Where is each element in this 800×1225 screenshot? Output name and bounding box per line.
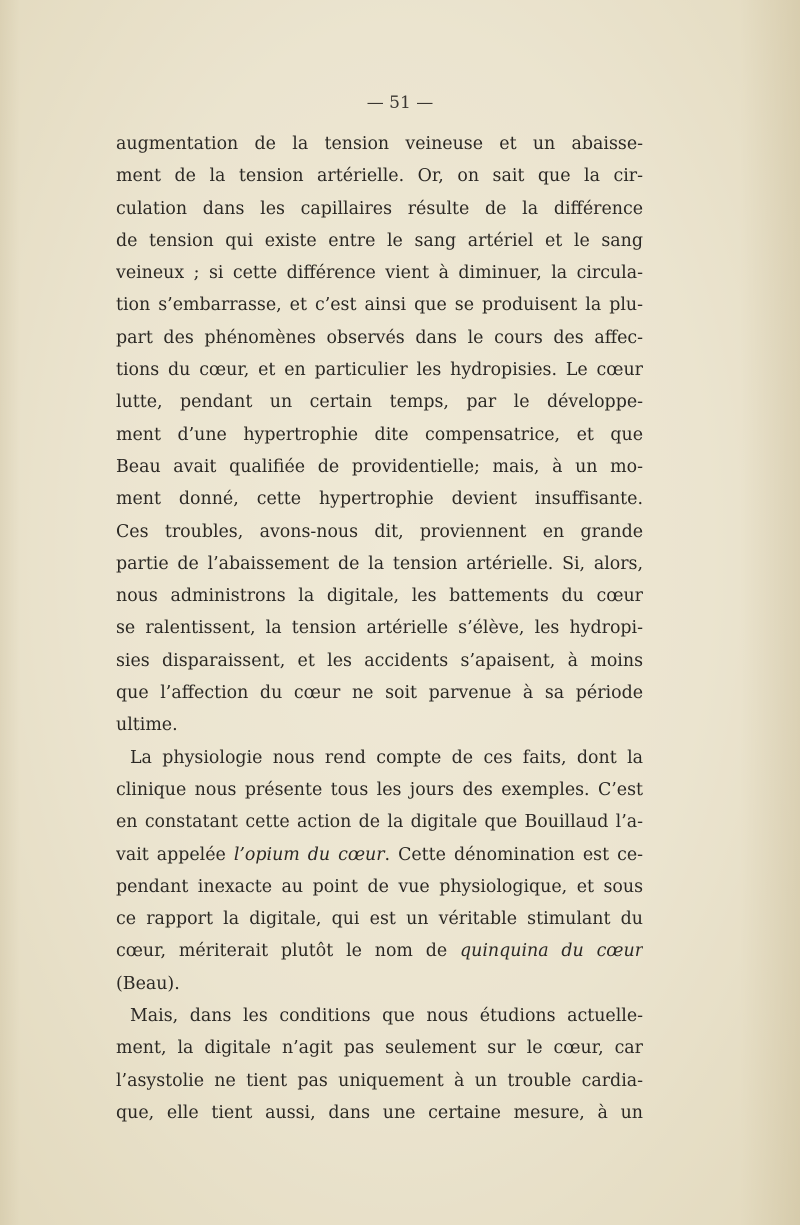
text-line-content: ce rapport la digitale, qui est un véritable stimulant du xyxy=(116,909,643,930)
text-line-content: La physiologie nous rend compte de ces faits, dont la xyxy=(130,747,643,768)
text-line xyxy=(116,128,643,160)
text-line xyxy=(116,386,643,418)
italic-phrase: quinquina du cœur xyxy=(460,941,643,962)
text-line-content: lutte, pendant un certain temps, par le développe- xyxy=(116,392,643,413)
text-line-content: (Beau). xyxy=(116,973,180,994)
text-line-content: tion s’embarrasse, et c’est ainsi que se produisent la plu- xyxy=(116,295,643,316)
text-line xyxy=(116,1097,643,1129)
page-number: — 51 — xyxy=(366,93,434,113)
text-line xyxy=(116,839,643,871)
text-line xyxy=(116,935,643,967)
text-line xyxy=(116,580,643,612)
text-line-content: l’asystolie ne tient pas uniquement à un trouble cardia- xyxy=(116,1070,643,1091)
page-edge-shadow-left xyxy=(0,0,20,1225)
text-line-content: vait appelée xyxy=(116,844,226,865)
text-line-content: clinique nous présente tous les jours des exemples. C’est xyxy=(116,779,643,800)
text-line-content: de tension qui existe entre le sang artériel et le sang xyxy=(116,230,643,251)
text-line-content: nous administrons la digitale, les battements du cœur xyxy=(116,586,643,607)
text-line-content: en constatant cette action de la digitale que Bouillaud l’a- xyxy=(116,812,643,833)
text-line-content: que, elle tient aussi, dans une certaine mesure, à un xyxy=(116,1102,643,1123)
text-line xyxy=(116,419,643,451)
text-line-content: ment donné, cette hypertrophie devient insuffisante. xyxy=(116,489,643,510)
text-line xyxy=(116,871,643,903)
text-line xyxy=(116,193,643,225)
text-line xyxy=(116,806,643,838)
text-line xyxy=(116,645,643,677)
page-edge-shadow-right xyxy=(740,0,800,1225)
text-line-content: Beau avait qualifiée de providentielle; mais, à un mo- xyxy=(116,456,643,477)
text-line-content: partie de l’abaissement de la tension artérielle. Si, alors, xyxy=(116,553,643,574)
text-line xyxy=(116,1032,643,1064)
text-line-content: Ces troubles, avons-nous dit, proviennent en grande xyxy=(116,521,643,542)
italic-phrase: l’opium du cœur xyxy=(233,844,385,865)
text-line xyxy=(116,903,643,935)
text-line-content: culation dans les capillaires résulte de la différence xyxy=(116,198,643,219)
text-line-content: ment d’une hypertrophie dite compensatrice, et que xyxy=(116,424,643,445)
text-line-content: ultime. xyxy=(116,715,178,736)
text-line-content: tions du cœur, et en particulier les hydropisies. Le cœur xyxy=(116,360,643,381)
text-line xyxy=(116,742,643,774)
text-line xyxy=(116,968,643,1000)
text-line-content: part des phénomènes observés dans le cours des affec- xyxy=(116,327,643,348)
text-line-tail: . Cette dénomination est ce- xyxy=(384,844,643,865)
text-line-content: sies disparaissent, et les accidents s’apaisent, à moins xyxy=(116,650,643,671)
text-line-content: augmentation de la tension veineuse et un abaisse- xyxy=(116,134,643,154)
text-line-content: ment de la tension artérielle. Or, on sait que la cir- xyxy=(116,166,643,187)
text-line xyxy=(116,483,643,515)
text-line xyxy=(116,160,643,192)
text-line-content: que l’affection du cœur ne soit parvenue à sa période xyxy=(116,683,643,704)
text-line-content: veineux ; si cette différence vient à diminuer, la circula- xyxy=(116,263,643,284)
text-line xyxy=(116,709,643,741)
body-text xyxy=(116,128,643,1129)
text-line xyxy=(116,774,643,806)
text-line xyxy=(116,451,643,483)
text-line xyxy=(116,322,643,354)
text-line xyxy=(116,354,643,386)
text-line-content: Mais, dans les conditions que nous étudions actuelle- xyxy=(130,1006,643,1027)
text-line xyxy=(116,677,643,709)
text-line xyxy=(116,1065,643,1097)
text-line xyxy=(116,612,643,644)
text-line xyxy=(116,1000,643,1032)
text-line-content: ment, la digitale n’agit pas seulement sur le cœur, car xyxy=(116,1038,643,1059)
text-line xyxy=(116,548,643,580)
text-line-content: se ralentissent, la tension artérielle s’élève, les hydropi- xyxy=(116,618,643,639)
text-line xyxy=(116,289,643,321)
text-line xyxy=(116,516,643,548)
text-line xyxy=(116,225,643,257)
text-line xyxy=(116,257,643,289)
text-line-content: pendant inexacte au point de vue physiologique, et sous xyxy=(116,876,643,897)
text-line-content: cœur, mériterait plutôt le nom de xyxy=(116,941,448,962)
